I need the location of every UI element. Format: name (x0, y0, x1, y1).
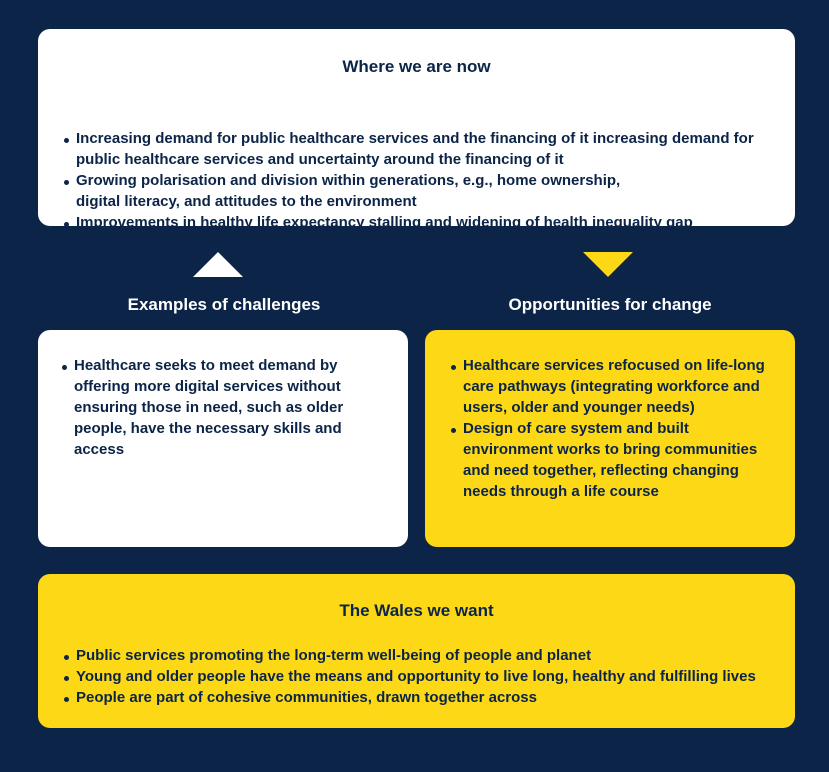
triangle-up-icon (193, 252, 243, 277)
bullet-text: Young and older people have the means and opportunity to live long, healthy and fulfilling lives (76, 668, 756, 685)
challenges-box (38, 330, 408, 547)
list-item (64, 666, 775, 687)
opportunities-box (425, 330, 795, 547)
where-we-are-now-list (64, 128, 765, 233)
examples-of-challenges-heading: Examples of challenges (127, 295, 321, 314)
challenges-list (62, 355, 378, 460)
list-item (64, 170, 656, 212)
list-item (451, 355, 765, 418)
bullet-text: Public services promoting the long-term well-being of people and planet (76, 647, 592, 664)
triangle-down-icon (583, 252, 633, 277)
list-item (451, 418, 765, 502)
wales-we-want-list (64, 645, 775, 708)
list-item (64, 645, 775, 666)
bullet-text: Improvements in healthy life expectancy stalling and widening of health inequality gap (76, 214, 693, 231)
wales-we-want-title: The Wales we want (339, 601, 494, 620)
bullet-text: People are part of cohesive communities, drawn together across (76, 689, 537, 706)
bullet-text: Increasing demand for public healthcare services and the financing of it increasing demand for public healthcare services and uncertainty around the financing of it (76, 130, 754, 168)
list-item (64, 128, 756, 170)
list-item (64, 212, 765, 233)
bullet-text: Healthcare services refocused on life-long care pathways (integrating workforce and users, older and younger needs) (463, 357, 765, 416)
where-we-are-now-box (38, 29, 795, 231)
bullet-text: Healthcare seeks to meet demand by offering more digital services without ensuring those in need, such as older people, have the necessary skills and access (74, 357, 344, 458)
list-item (62, 355, 378, 460)
wales-we-want-box (38, 574, 795, 728)
opportunities-for-change-heading: Opportunities for change (508, 295, 712, 314)
list-item (64, 687, 775, 708)
where-we-are-now-title: Where we are now (342, 57, 491, 76)
opportunities-list (451, 355, 765, 502)
bullet-text: Design of care system and built environment works to bring communities and need together, reflecting changing needs through a life course (463, 420, 758, 500)
bullet-text: Growing polarisation and division within generations, e.g., home ownership, digital literacy, and attitudes to the environment (76, 172, 621, 210)
